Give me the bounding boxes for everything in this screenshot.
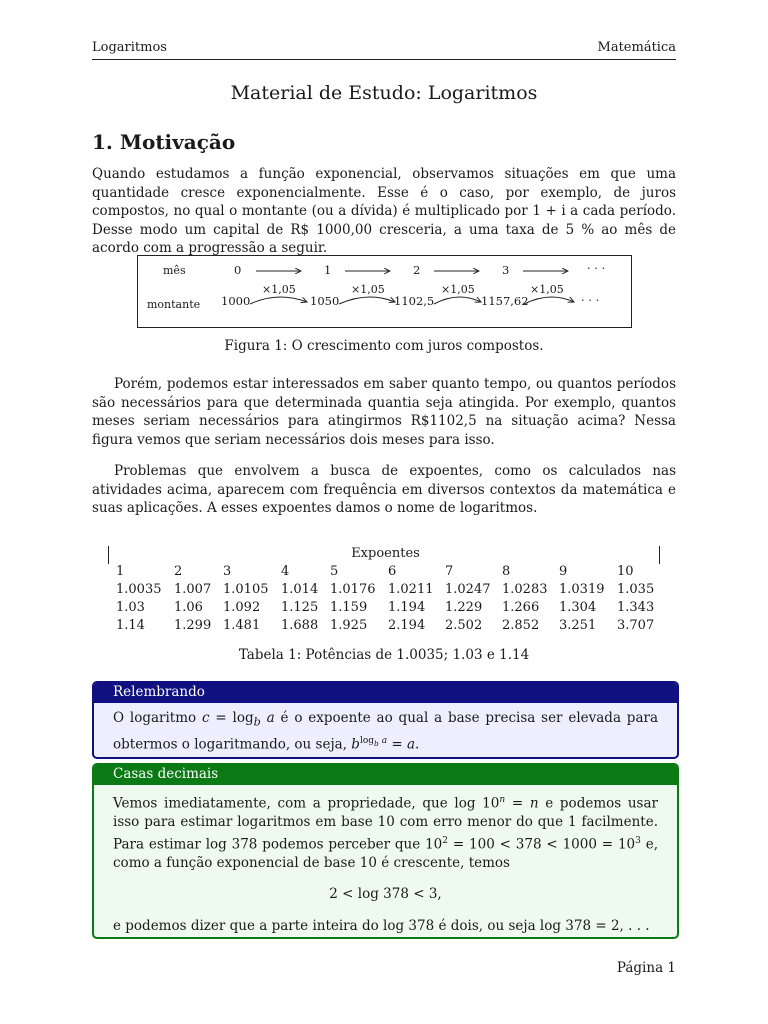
table-row <box>108 582 663 600</box>
table-cell: 1.229 <box>445 600 483 615</box>
column-header: 2 <box>174 564 183 579</box>
amount-1: 1050 <box>310 294 340 308</box>
page-title: Material de Estudo: Logaritmos <box>230 82 538 104</box>
reminder-box <box>92 681 679 759</box>
month-2: 2 <box>413 263 421 277</box>
growth-arrow <box>250 297 307 304</box>
column-header: 6 <box>388 564 397 579</box>
column-header: 9 <box>559 564 568 579</box>
column-header: 7 <box>445 564 454 579</box>
table-cell: 1.0105 <box>223 582 269 597</box>
growth-arrow <box>339 297 395 304</box>
month-3: 3 <box>502 263 510 277</box>
page-number: Página 1 <box>616 960 676 976</box>
month-0: 0 <box>234 263 242 277</box>
multiplier-label: ×1,05 <box>262 283 296 296</box>
table-cell: 2.852 <box>502 618 540 633</box>
decimal-places-box <box>92 763 679 939</box>
table-cell: 1.159 <box>330 600 368 615</box>
decimal-text-d: e, como a função exponencial de base 10 é crescente, temos <box>113 836 658 871</box>
table-row <box>108 600 663 618</box>
column-header: 8 <box>502 564 511 579</box>
table-cell: 3.251 <box>559 618 597 633</box>
table-cell: 1.092 <box>223 600 261 615</box>
decimal-box-title: Casas decimais <box>94 765 677 785</box>
table-cell: 1.688 <box>281 618 319 633</box>
table-cell: 1.194 <box>388 600 426 615</box>
table-cell: 1.014 <box>281 582 319 597</box>
decimal-text-a: Vemos imediatamente, com a propriedade, que log 10 <box>113 795 500 812</box>
table-caption: Tabela 1: Potências de 1.0035; 1.03 e 1.14 <box>238 647 530 663</box>
table-cell: 1.0035 <box>116 582 162 597</box>
paragraph-1: Quando estudamos a função exponencial, observamos situações em que uma quantidade cresce exponencialmente. Esse é o caso, por exemplo, de juros compostos, no qual o montante (ou a dívida) é multiplicado por 1 + i a cada período. Desse modo um capital de R$ 1000,00 cresceria, a uma taxa de 5 % ao mês de acordo com a progressão a seguir. <box>92 166 676 256</box>
math-identity: b <box>351 736 360 753</box>
reminder-text-b: é o expoente ao qual a base precisa ser elevada para obtermos o logaritmando, ou seja, <box>113 710 659 753</box>
column-header: 4 <box>281 564 290 579</box>
multiplier-label: ×1,05 <box>530 283 564 296</box>
table-cell: 1.0176 <box>330 582 376 597</box>
amount-2: 1102,5 <box>394 294 435 308</box>
table-cell: 1.035 <box>617 582 655 597</box>
decimal-conclusion: e podemos dizer que a parte inteira do log 378 é dois, ou seja log 378 = 2, . . . <box>113 917 650 934</box>
table-cell: 1.925 <box>330 618 368 633</box>
table-cell: 1.481 <box>223 618 261 633</box>
table-cell: 1.03 <box>116 600 145 615</box>
table-cell: 1.0283 <box>502 582 548 597</box>
table-cell: 2.194 <box>388 618 426 633</box>
column-header: 3 <box>223 564 232 579</box>
table-cell: 1.299 <box>174 618 212 633</box>
month-ellipsis: · · · <box>587 261 606 275</box>
reminder-box-title: Relembrando <box>94 683 677 703</box>
figure-caption: Figura 1: O crescimento com juros compostos. <box>224 338 544 354</box>
decimal-box-body: Vemos imediatamente, com a propriedade, que $\log 10^n = n$ e podemos usar isso para estimar logaritmos em base 10 com erro menor do que 1 facilmente. Para estimar log 378 podemos perceber que $10^2 = 100 < 378 < 1000 = 10^3$ e, como a função exponencial de base 10 é crescente, temos 2 < log 378 < 3, e podemos dizer que a parte inteira do log 378 é dois, ou seja log 378 = 2, . . . <box>113 795 658 934</box>
display-equation: 2 < log 378 < 3, <box>329 886 442 902</box>
amount-0: 1000 <box>221 294 251 308</box>
table-column-row <box>108 564 663 582</box>
table-cell: 1.06 <box>174 600 203 615</box>
decimal-text-b: e podemos usar isso para estimar logaritmos em base 10 com erro menor do que 1 facilmente. Para estimar log 378 podemos perceber que 10 <box>113 795 658 852</box>
table-cell: 1.14 <box>116 618 145 633</box>
column-header: 10 <box>617 564 634 579</box>
figure-compound-interest <box>137 255 632 328</box>
amount-ellipsis: · · · <box>581 293 600 307</box>
multiplier-label: ×1,05 <box>441 283 475 296</box>
table-row <box>108 618 663 636</box>
paragraph-2: Porém, podemos estar interessados em saber quanto tempo, ou quantos períodos são necessários para que determinada quantia seja atingida. Por exemplo, quantos meses seriam necessários para atingirmos R$1102,5 na situação acima? Nessa figura vemos que seriam necessários dois meses para isso. <box>92 376 676 448</box>
label-mes: mês <box>163 264 186 277</box>
table-cell: 1.304 <box>559 600 597 615</box>
table-cell: 1.0247 <box>445 582 491 597</box>
table-cell: 1.125 <box>281 600 319 615</box>
table-cell: 1.0211 <box>388 582 434 597</box>
multiplier-label: ×1,05 <box>351 283 385 296</box>
table-cell: 3.707 <box>617 618 655 633</box>
table-cell: 2.502 <box>445 618 483 633</box>
running-header <box>92 40 676 55</box>
column-header: 5 <box>330 564 339 579</box>
header-left: Logaritmos <box>92 40 167 55</box>
math-log-definition: c <box>201 710 210 726</box>
paragraph-3: Problemas que envolvem a busca de expoentes, como os calculados nas atividades acima, aparecem com frequência em diversos contextos da matemática e suas aplicações. A esses expoentes damos o nome de logaritmos. <box>92 463 676 516</box>
header-rule <box>92 59 676 60</box>
reminder-box-body: O logaritmo $c = \log_b a$ é o expoente ao qual a base precisa ser elevada para obtermos o logaritmando, ou seja, $b^{log_b a} = a$. <box>113 710 659 753</box>
table-cell: 1.007 <box>174 582 212 597</box>
table-cell: 1.266 <box>502 600 540 615</box>
month-1: 1 <box>324 263 332 277</box>
amount-3: 1157,62 <box>481 294 529 308</box>
decimal-text-c: = 100 < 378 < 1000 = 10 <box>448 836 636 852</box>
table-header: Expoentes <box>351 546 420 561</box>
table-cell: 1.343 <box>617 600 655 615</box>
column-header: 1 <box>116 564 125 579</box>
growth-arrow <box>524 297 574 304</box>
growth-arrow <box>434 297 481 304</box>
label-montante: montante <box>147 298 201 311</box>
section-heading: 1. Motivação <box>92 130 236 154</box>
reminder-text-a: O logaritmo <box>113 710 202 726</box>
table-cell: 1.0319 <box>559 582 605 597</box>
header-right: Matemática <box>597 40 676 55</box>
